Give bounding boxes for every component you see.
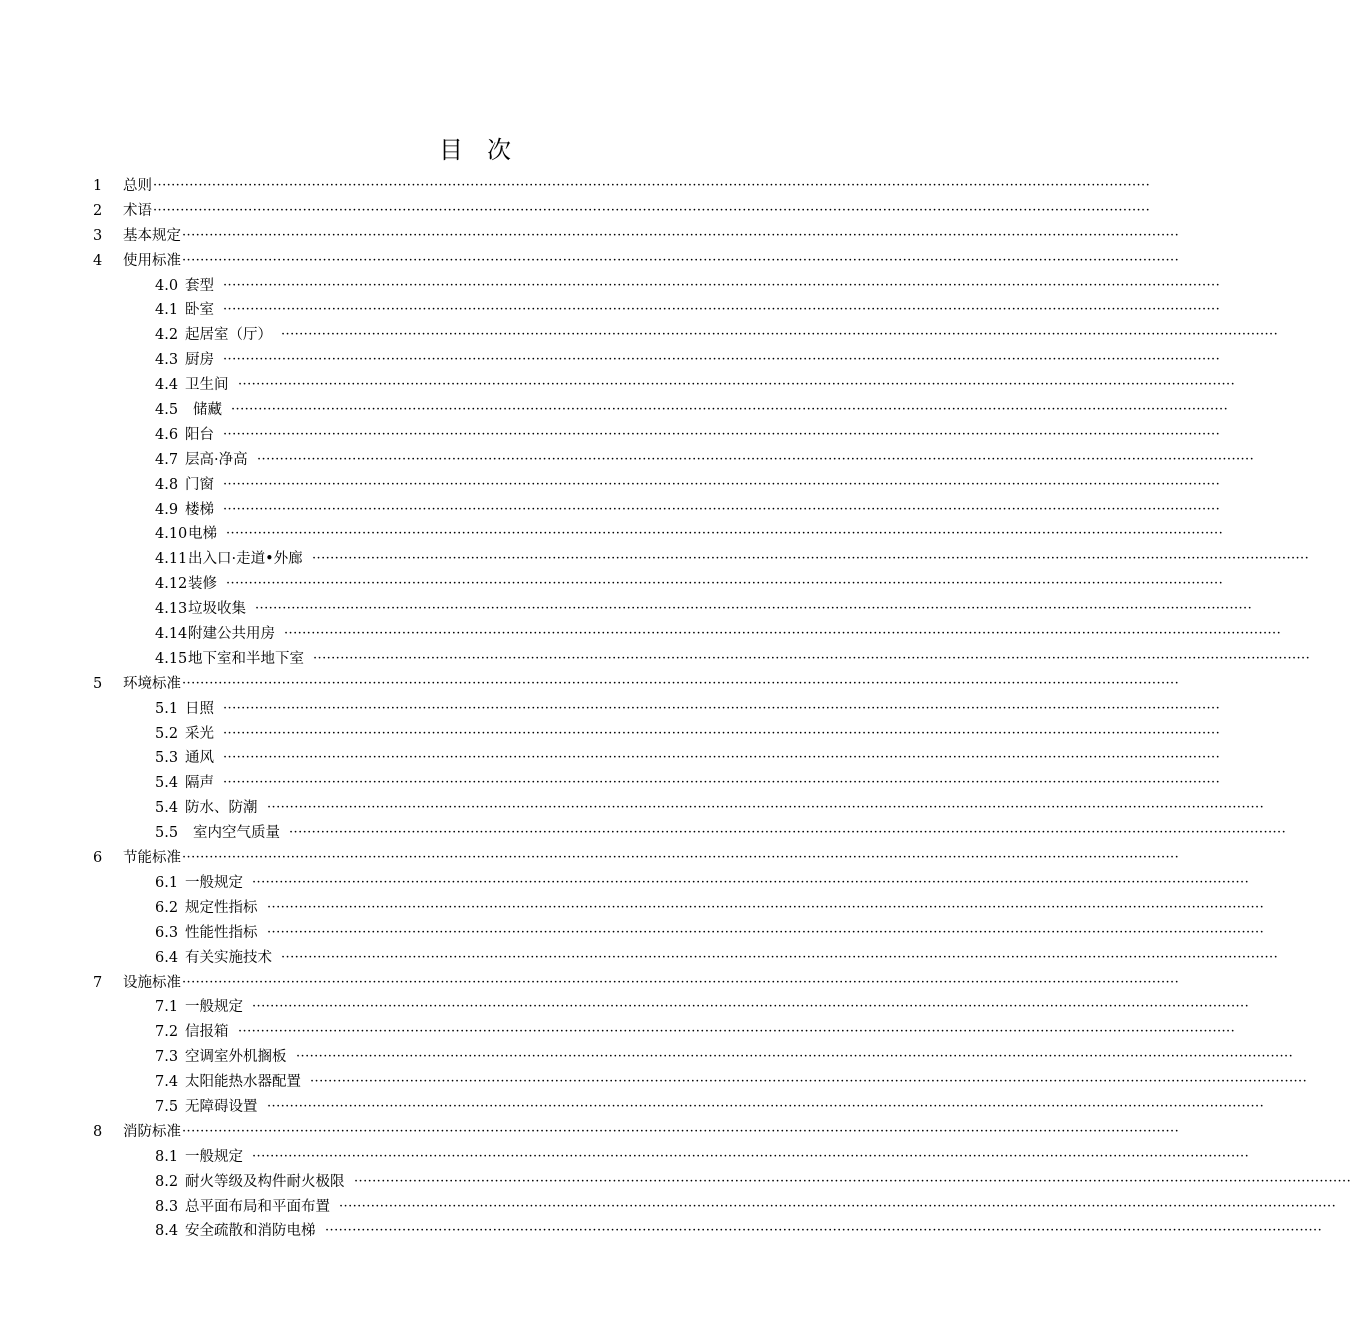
toc-entry-label: 使用标准 xyxy=(123,252,181,269)
toc-entry-label: 耐火等级及构件耐火极限 xyxy=(185,1173,345,1190)
toc-entry[interactable] xyxy=(0,572,1224,597)
toc-entry-label: 装修 xyxy=(188,576,217,593)
dot-leader: ···························································································································································································································· xyxy=(252,999,1250,1015)
toc-entry-number: 4.5 xyxy=(155,402,179,419)
dot-leader: ···························································································································································································································· xyxy=(182,252,1180,268)
dot-leader: ···························································································································································································································· xyxy=(223,352,1221,368)
toc-entry-label: 一般规定 xyxy=(185,874,243,891)
dot-leader: ···························································································································································································································· xyxy=(153,202,1151,218)
dot-leader: ···························································································································································································································· xyxy=(223,302,1221,318)
toc-entry[interactable] xyxy=(0,821,1287,846)
toc-entry-label: 储藏 xyxy=(193,402,222,419)
toc-entry[interactable] xyxy=(0,946,1279,971)
toc-entry[interactable] xyxy=(0,722,1221,747)
toc-entry-label: 楼梯 xyxy=(185,501,214,518)
toc-entry-number: 4.14 xyxy=(155,626,188,643)
toc-entry[interactable] xyxy=(0,697,1221,722)
toc-entry-number: 4.11 xyxy=(155,551,188,568)
toc-entry[interactable] xyxy=(0,896,1265,921)
dot-leader: ···························································································································································································································· xyxy=(281,327,1279,343)
dot-leader: ···························································································································································································································· xyxy=(223,476,1221,492)
toc-entry[interactable] xyxy=(0,1095,1265,1120)
dot-leader: ···························································································································································································································· xyxy=(182,850,1180,866)
toc-entry[interactable] xyxy=(0,672,1180,697)
page-title: 目 次 xyxy=(439,136,511,164)
toc-entry[interactable] xyxy=(0,1120,1180,1145)
dot-leader: ···························································································································································································································· xyxy=(312,551,1310,567)
toc-entry-number: 4.3 xyxy=(155,352,179,369)
toc-entry[interactable] xyxy=(0,1219,1323,1244)
toc-entry[interactable] xyxy=(0,921,1265,946)
toc-entry-label: 消防标准 xyxy=(123,1123,181,1140)
toc-entry-number: 5.2 xyxy=(155,725,179,742)
toc-entry-label: 起居室（厅） xyxy=(185,327,272,344)
toc-entry[interactable] xyxy=(0,647,1311,672)
toc-entry-label: 附建公共用房 xyxy=(188,626,275,643)
dot-leader: ···························································································································································································································· xyxy=(223,775,1221,791)
toc-entry-number: 4.12 xyxy=(155,576,188,593)
toc-entry[interactable] xyxy=(0,547,1310,572)
toc-entry-number: 7.2 xyxy=(155,1024,179,1041)
toc-entry[interactable] xyxy=(0,971,1180,996)
dot-leader: ···························································································································································································································· xyxy=(267,800,1265,816)
toc-entry[interactable] xyxy=(0,1145,1250,1170)
toc-entry-label: 室内空气质量 xyxy=(193,825,280,842)
toc-entry[interactable] xyxy=(0,995,1250,1020)
toc-entry-label: 设施标准 xyxy=(123,974,181,991)
toc-entry[interactable] xyxy=(0,473,1221,498)
toc-entry-label: 环境标准 xyxy=(123,675,181,692)
toc-entry-label: 层高·净高 xyxy=(185,451,248,468)
toc-entry-label: 太阳能热水器配置 xyxy=(185,1074,301,1091)
dot-leader: ···························································································································································································································· xyxy=(238,1024,1236,1040)
toc-entry[interactable] xyxy=(0,199,1151,224)
dot-leader: ···························································································································································································································· xyxy=(325,1223,1323,1239)
toc-entry-number: 2 xyxy=(93,202,103,219)
dot-leader: ···························································································································································································································· xyxy=(310,1074,1308,1090)
toc-entry[interactable] xyxy=(0,746,1221,771)
dot-leader: ···························································································································································································································· xyxy=(252,1148,1250,1164)
toc-entry-number: 4.1 xyxy=(155,302,179,319)
toc-entry[interactable] xyxy=(0,1195,1337,1220)
toc-entry-label: 性能性指标 xyxy=(185,924,258,941)
dot-leader: ···························································································································································································································· xyxy=(223,277,1221,293)
dot-leader: ···························································································································································································································· xyxy=(339,1198,1337,1214)
dot-leader: ···························································································································································································································· xyxy=(153,178,1151,193)
dot-leader: ···························································································································································································································· xyxy=(354,1173,1351,1189)
toc-entry[interactable] xyxy=(0,1020,1236,1045)
toc-entry-label: 一般规定 xyxy=(185,999,243,1016)
toc-entry-number: 6.2 xyxy=(155,899,179,916)
toc-entry[interactable] xyxy=(0,323,1279,348)
toc-entry-number: 6 xyxy=(93,850,103,867)
toc-entry-label: 总平面布局和平面布置 xyxy=(185,1198,330,1215)
toc-entry-label: 术语 xyxy=(123,202,152,219)
toc-entry-label: 套型 xyxy=(185,277,214,294)
dot-leader: ···························································································································································································································· xyxy=(281,949,1279,965)
toc-entry-label: 安全疏散和消防电梯 xyxy=(185,1223,316,1240)
toc-entry-number: 5 xyxy=(93,675,103,692)
toc-entry-number: 4.8 xyxy=(155,476,179,493)
dot-leader: ···························································································································································································································· xyxy=(296,1049,1294,1065)
toc-entry[interactable] xyxy=(0,423,1221,448)
table-of-contents xyxy=(0,174,1351,1244)
toc-entry[interactable] xyxy=(0,796,1265,821)
dot-leader: ···························································································································································································································· xyxy=(267,1098,1265,1114)
toc-entry[interactable] xyxy=(0,622,1282,647)
dot-leader: ···························································································································································································································· xyxy=(257,451,1255,467)
toc-entry-label: 日照 xyxy=(185,700,214,717)
toc-entry-number: 7.5 xyxy=(155,1098,179,1115)
toc-entry-number: 4.0 xyxy=(155,277,179,294)
toc-entry-label: 空调室外机搁板 xyxy=(185,1049,287,1066)
dot-leader: ···························································································································································································································· xyxy=(313,650,1311,666)
toc-entry-number: 7.3 xyxy=(155,1049,179,1066)
toc-entry[interactable] xyxy=(0,498,1221,523)
toc-entry[interactable] xyxy=(0,448,1255,473)
toc-entry[interactable] xyxy=(0,373,1236,398)
toc-entry-number: 5.1 xyxy=(155,700,179,717)
toc-entry-number: 6.4 xyxy=(155,949,179,966)
toc-entry[interactable] xyxy=(0,348,1221,373)
toc-entry-label: 隔声 xyxy=(185,775,214,792)
toc-entry[interactable] xyxy=(0,274,1221,299)
dot-leader: ···························································································································································································································· xyxy=(223,501,1221,517)
dot-leader: ···························································································································································································································· xyxy=(284,626,1282,642)
toc-entry-number: 3 xyxy=(93,227,103,244)
toc-entry-label: 电梯 xyxy=(188,526,217,543)
toc-entry-label: 出入口·走道•外廊 xyxy=(188,551,303,568)
toc-entry[interactable] xyxy=(0,771,1221,796)
dot-leader: ···························································································································································································································· xyxy=(223,700,1221,716)
dot-leader: ···························································································································································································································· xyxy=(255,601,1253,617)
toc-entry-label: 基本规定 xyxy=(123,227,181,244)
dot-leader: ···························································································································································································································· xyxy=(223,426,1221,442)
toc-entry-number: 1 xyxy=(93,178,103,194)
toc-entry-label: 垃圾收集 xyxy=(188,601,246,618)
dot-leader: ···························································································································································································································· xyxy=(231,402,1229,418)
dot-leader: ···························································································································································································································· xyxy=(223,750,1221,766)
dot-leader: ···························································································································································································································· xyxy=(289,825,1287,841)
dot-leader: ···························································································································································································································· xyxy=(182,227,1180,243)
toc-entry-label: 信报箱 xyxy=(185,1024,229,1041)
toc-entry[interactable] xyxy=(0,1045,1294,1070)
dot-leader: ···························································································································································································································· xyxy=(182,1123,1180,1139)
toc-entry-number: 4.15 xyxy=(155,650,188,667)
dot-leader: ···························································································································································································································· xyxy=(252,874,1250,890)
toc-entry-label: 规定性指标 xyxy=(185,899,258,916)
toc-entry-label: 厨房 xyxy=(185,352,214,369)
toc-entry-label: 卫生间 xyxy=(185,377,229,394)
toc-entry-number: 4.7 xyxy=(155,451,179,468)
toc-entry-number: 7.1 xyxy=(155,999,179,1016)
toc-entry[interactable] xyxy=(0,597,1253,622)
toc-entry-number: 8.4 xyxy=(155,1223,179,1240)
toc-entry-label: 通风 xyxy=(185,750,214,767)
toc-entry[interactable] xyxy=(0,871,1250,896)
toc-entry-label: 节能标准 xyxy=(123,850,181,867)
toc-entry[interactable] xyxy=(0,298,1221,323)
toc-entry-number: 7.4 xyxy=(155,1074,179,1091)
dot-leader: ···························································································································································································································· xyxy=(223,725,1221,741)
toc-entry[interactable] xyxy=(0,174,1151,199)
toc-entry-number: 5.3 xyxy=(155,750,179,767)
toc-entry-label: 门窗 xyxy=(185,476,214,493)
toc-entry-number: 5.5 xyxy=(155,825,179,842)
toc-entry-label: 防水、防潮 xyxy=(185,800,258,817)
toc-entry-label: 总则 xyxy=(123,178,152,194)
toc-entry[interactable] xyxy=(0,1170,1351,1195)
toc-entry-number: 7 xyxy=(93,974,103,991)
toc-entry-label: 卧室 xyxy=(185,302,214,319)
toc-entry-label: 一般规定 xyxy=(185,1148,243,1165)
toc-entry-number: 5.4 xyxy=(155,800,179,817)
toc-entry-label: 地下室和半地下室 xyxy=(188,650,304,667)
toc-entry-label: 有关实施技术 xyxy=(185,949,272,966)
toc-entry-number: 4.2 xyxy=(155,327,179,344)
dot-leader: ···························································································································································································································· xyxy=(267,899,1265,915)
toc-entry-number: 8.1 xyxy=(155,1148,179,1165)
toc-entry-number: 4.9 xyxy=(155,501,179,518)
toc-entry-number: 8 xyxy=(93,1123,103,1140)
toc-entry[interactable] xyxy=(0,249,1180,274)
toc-entry-label: 采光 xyxy=(185,725,214,742)
dot-leader: ···························································································································································································································· xyxy=(238,377,1236,393)
dot-leader: ···························································································································································································································· xyxy=(182,675,1180,691)
toc-entry-number: 6.1 xyxy=(155,874,179,891)
toc-entry-number: 4.13 xyxy=(155,601,188,618)
dot-leader: ···························································································································································································································· xyxy=(226,526,1224,542)
toc-entry-number: 5.4 xyxy=(155,775,179,792)
toc-entry-number: 4.6 xyxy=(155,426,179,443)
toc-entry[interactable] xyxy=(0,398,1229,423)
toc-entry-number: 8.3 xyxy=(155,1198,179,1215)
toc-entry[interactable] xyxy=(0,224,1180,249)
toc-entry-number: 4.4 xyxy=(155,377,179,394)
dot-leader: ···························································································································································································································· xyxy=(226,576,1224,592)
dot-leader: ···························································································································································································································· xyxy=(182,974,1180,990)
toc-entry-number: 4.10 xyxy=(155,526,188,543)
toc-entry[interactable] xyxy=(0,1070,1308,1095)
toc-entry-number: 6.3 xyxy=(155,924,179,941)
dot-leader: ···························································································································································································································· xyxy=(267,924,1265,940)
toc-entry-number: 8.2 xyxy=(155,1173,179,1190)
toc-entry-label: 无障碍设置 xyxy=(185,1098,258,1115)
toc-entry-label: 阳台 xyxy=(185,426,214,443)
toc-entry[interactable] xyxy=(0,846,1180,871)
toc-entry-number: 4 xyxy=(93,252,103,269)
toc-entry[interactable] xyxy=(0,522,1224,547)
